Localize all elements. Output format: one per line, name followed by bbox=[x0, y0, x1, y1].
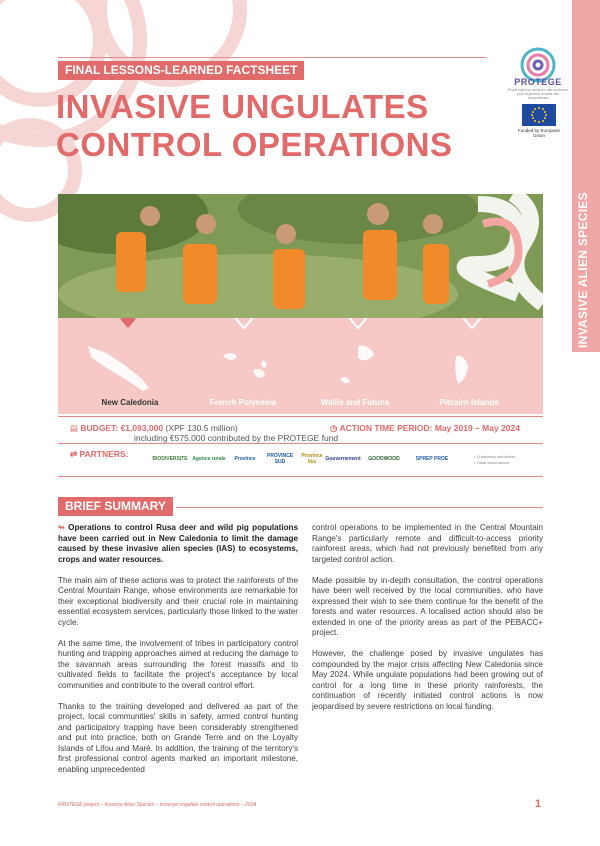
location-pitcairn: Pitcairn Islands bbox=[439, 398, 499, 407]
footer-text: PROTEGE project – Invasive Alien Species – invasive ungulate control operations – 2024 bbox=[58, 802, 257, 808]
protege-tagline: Projet régional océanien des territoires pour la gestion durable des écosystèmes bbox=[508, 88, 568, 100]
budget-subtext: including €575,000 contributed by the PROTEGE fund bbox=[134, 433, 339, 443]
budget-value: €1,093,000 bbox=[120, 423, 164, 433]
top-divider bbox=[58, 57, 486, 58]
partners-label-text: PARTNERS: bbox=[79, 449, 129, 459]
partner-province: Province bbox=[234, 456, 256, 462]
summary-paragraph-6: However, the challenge posed by invasive ungulates has compounded by the major crisis affecting New Caledonia since May 2024. While ungulate populations had been growing out of control for a long time in these priority rainforests, the continuation of recently initiated control actions is now jeopardised by severe restrictions on local funding. bbox=[312, 649, 543, 711]
pin-pitcairn bbox=[458, 318, 486, 328]
partner-province-sud: PROVINCE SUD bbox=[266, 453, 294, 465]
partners-label bbox=[70, 449, 128, 460]
photo-illustration bbox=[58, 194, 543, 318]
pin-new-caledonia bbox=[114, 318, 142, 328]
brief-summary-heading: BRIEF SUMMARY bbox=[58, 497, 173, 516]
partner-sprep: SPREP PROE bbox=[415, 456, 449, 462]
action-label: ACTION TIME PERIOD: bbox=[339, 423, 433, 433]
location-pins bbox=[114, 318, 486, 328]
partner-province-iles: Province Iles bbox=[301, 453, 323, 465]
location-new-caledonia: New Caledonia bbox=[101, 398, 159, 407]
pin-wallis-futuna bbox=[344, 318, 372, 328]
budget-xpf: (XPF 130.5 million) bbox=[165, 423, 238, 433]
partner-gouvernement: Gouvernement bbox=[325, 456, 361, 462]
location-french-polynesia: French Polynesia bbox=[209, 398, 277, 407]
clock-icon: ◷ bbox=[330, 423, 340, 433]
pin-french-polynesia bbox=[230, 318, 258, 328]
budget-icon: ▤ bbox=[70, 423, 81, 433]
action-period bbox=[330, 423, 520, 434]
summary-paragraph-5: Made possible by in-depth consultation, the control operations have been well received by the local communities, who have expressed their wish to see them continue for the benefit of the forests and water resources. A localised action should also be extended in one of the priority areas as part of the PEBACC+ project. bbox=[312, 575, 543, 637]
partner-agence-rurale: Agence rurale bbox=[192, 456, 226, 462]
side-tab-label: INVASIVE ALIEN SPECIES bbox=[576, 192, 590, 348]
summary-paragraph-4: control operations to be implemented in the Central Mountain Range's particularly remote and difficult-to-access priority rainforest areas, which had not previously benefited from any targeted control action. bbox=[312, 523, 543, 564]
legend-tribal: • Tribal associations bbox=[474, 460, 510, 465]
summary-column-right bbox=[312, 523, 543, 723]
factsheet-kicker: FINAL LESSONS-LEARNED FACTSHEET bbox=[58, 61, 304, 80]
summary-column-left bbox=[58, 523, 298, 786]
eu-funding-note: Funded by European Union bbox=[517, 128, 561, 138]
info-divider-top bbox=[58, 416, 543, 417]
title-line-1: INVASIVE UNGULATES bbox=[56, 88, 429, 125]
action-value: May 2019 – May 2024 bbox=[434, 423, 520, 433]
info-divider-mid bbox=[58, 443, 543, 444]
partner-biodiversite: BIODIVERSITE bbox=[152, 456, 188, 462]
summary-lead bbox=[58, 523, 298, 565]
title-line-2: CONTROL OPERATIONS bbox=[56, 126, 453, 163]
location-wallis-futuna: Wallis and Futuna bbox=[320, 398, 390, 407]
protege-wordmark: PROTEGE bbox=[514, 77, 562, 87]
summary-paragraph-2: At the same time, the involvement of tribes in participatory control hunting and trapping approaches aimed at reducing the damage to the savannah areas surrounding the forest massifs and to cultivated fields to facilitate the project's acceptance by local communities and contribute to the overall control effort. bbox=[58, 638, 298, 690]
legend-customary: • Customary authorities bbox=[474, 454, 516, 459]
page-title bbox=[56, 88, 476, 164]
summary-paragraph-3: Thanks to the training developed and delivered as part of the project, local communities' skills in safety, armed control hunting and participatory trapping have been considerably strengthened and put into practice, both on Grande Terre and on the Loyalty Islands of Lifou and Maré. In addition, the training of the territory's first professional control agents marked an important milestone, enabling unprecedented bbox=[58, 701, 298, 774]
brief-divider bbox=[176, 507, 543, 508]
page-number: 1 bbox=[535, 798, 542, 810]
summary-paragraph-1: The main aim of these actions was to protect the rainforests of the Central Mountain Range, whose environments are remarkable for their exceptional biodiversity and their crucial role in maintaining essential ecosystem services, particularly those linked to the water cycle. bbox=[58, 575, 298, 627]
summary-lead-text: Operations to control Rusa deer and wild pig populations have been carried out in New Caledonia to limit the damage caused by these invasive alien species (IAS) to ecosystems, crops and water resources. bbox=[58, 523, 299, 564]
hunters-photo bbox=[58, 194, 543, 318]
partner-goodwood: GOODWOOD bbox=[368, 456, 400, 462]
eu-flag-icon bbox=[522, 104, 556, 126]
handshake-icon: ⇄ bbox=[70, 449, 80, 459]
arrow-icon: ↬ bbox=[58, 523, 69, 532]
info-divider-bottom bbox=[58, 476, 543, 477]
partners-legend bbox=[474, 454, 515, 466]
budget-label: BUDGET: bbox=[80, 423, 119, 433]
